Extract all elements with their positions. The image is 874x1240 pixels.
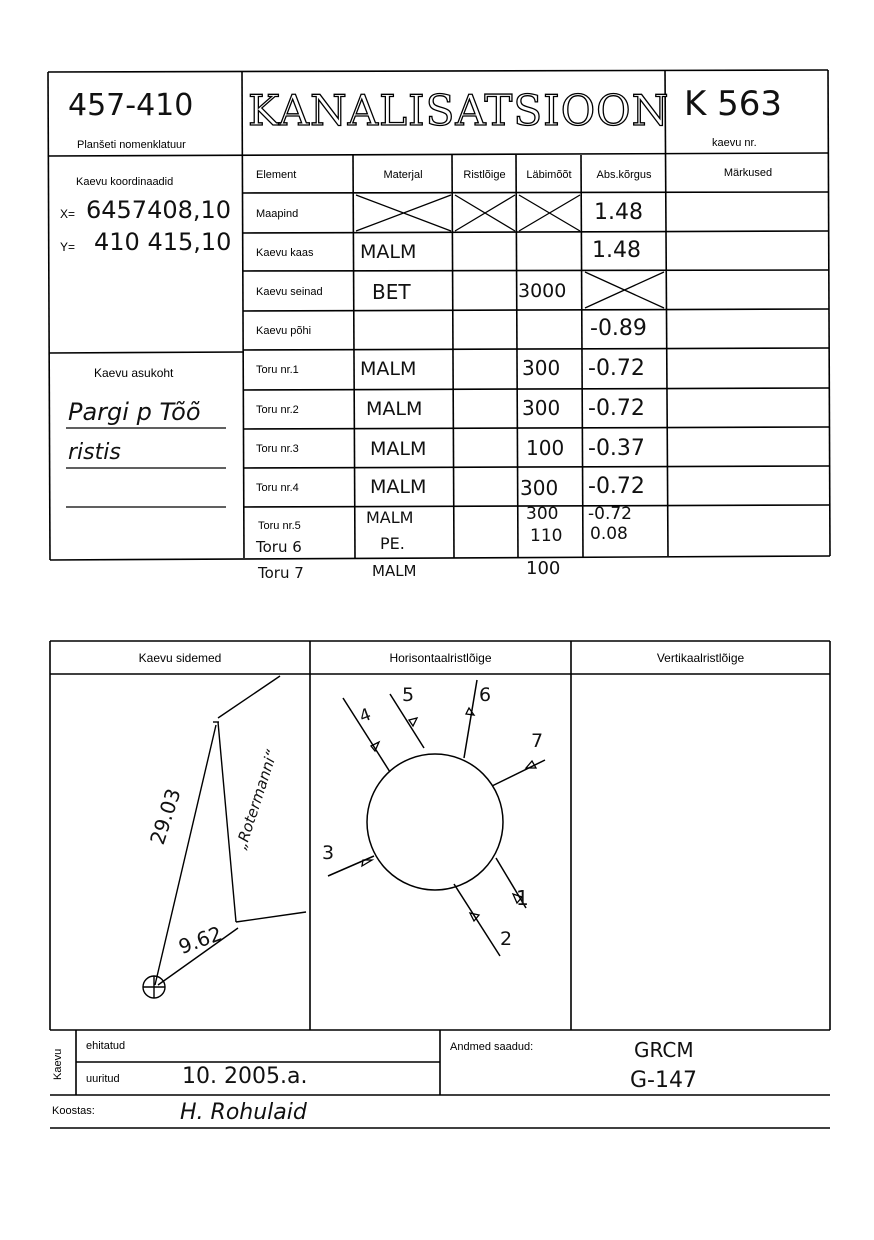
row-element: Toru nr.1 — [256, 363, 299, 376]
coord-y-prefix: Y= — [60, 240, 76, 254]
abs-height-value: 1.48 — [594, 200, 643, 225]
coords-label: Kaevu koordinaadid — [76, 176, 174, 188]
pipe-number-label: 3 — [322, 842, 335, 864]
distance-label: 9.62 — [175, 921, 226, 959]
distance-label: 29.03 — [145, 785, 186, 848]
row-element: Toru nr.5 — [258, 520, 301, 532]
coord-x-value: 6457408,10 — [86, 196, 232, 224]
pipe-number-label: 4 — [356, 704, 374, 728]
pipe-number-label: 1 — [516, 886, 529, 910]
page-title: KANALISATSIOON — [248, 86, 670, 135]
built-label: ehitatud — [86, 1040, 126, 1052]
material-value: MALM — [372, 562, 417, 580]
material-value: MALM — [370, 476, 427, 498]
header-diameter: Läbimõõt — [526, 168, 572, 181]
section-horizontal-label: Horisontaalristlõige — [389, 651, 492, 665]
well-side-label: Kaevu — [52, 1048, 64, 1080]
abs-height-value: 1.48 — [592, 238, 641, 263]
material-value: MALM — [360, 358, 417, 380]
row-element-handwritten: Toru 7 — [258, 564, 304, 582]
material-value: BET — [372, 280, 411, 304]
pipe-number-label: 2 — [500, 928, 513, 950]
well-number-value: K 563 — [684, 84, 782, 124]
material-value: MALM — [370, 438, 427, 460]
row-element: Maapind — [256, 207, 299, 220]
pipe-number-label: 5 — [402, 684, 415, 706]
row-element: Toru nr.4 — [256, 481, 299, 494]
abs-height-value: -0.89 — [590, 316, 647, 341]
row-element: Toru nr.2 — [256, 403, 299, 416]
abs-height-value: -0.72 — [588, 396, 645, 421]
source-label: Andmed saadud: — [450, 1041, 534, 1053]
street-name-label: „Rotermanni“ — [232, 747, 282, 852]
abs-height-value: -0.72 — [588, 474, 645, 499]
abs-height-value: -0.37 — [588, 436, 645, 461]
header-material: Materjal — [383, 168, 423, 181]
source-value: G-147 — [630, 1068, 697, 1093]
section-links-label: Kaevu sidemed — [138, 651, 222, 665]
well-number-label: kaevu nr. — [712, 137, 757, 149]
diameter-value: 100 — [526, 558, 561, 579]
author-value: H. Rohulaid — [180, 1100, 307, 1125]
measured-value: 10. 2005.a. — [182, 1064, 308, 1089]
diameter-value: 300 — [520, 476, 559, 500]
row-element: Toru nr.3 — [256, 442, 299, 455]
diameter-value: 300 — [522, 356, 561, 380]
diameter-value: 3000 — [518, 280, 567, 302]
coord-y-value: 410 415,10 — [94, 228, 232, 256]
header-abs-height: Abs.kõrgus — [596, 168, 652, 181]
pipe-number-label: 7 — [531, 730, 544, 752]
nomenclature-label: Planšeti nomenklatuur — [77, 139, 186, 151]
header-element: Element — [256, 168, 297, 181]
abs-height-value: -0.72 — [588, 356, 645, 381]
diameter-value: 110 — [530, 526, 563, 546]
section-vertical-label: Vertikaalristlõige — [656, 651, 745, 665]
row-element-handwritten: Toru 6 — [256, 538, 302, 556]
material-value: MALM — [360, 241, 417, 263]
nomenclature-value: 457-410 — [68, 88, 194, 123]
header-notes: Märkused — [723, 166, 773, 179]
abs-height-value: 0.08 — [590, 524, 628, 544]
diameter-value: 300 — [522, 396, 561, 420]
author-label: Koostas: — [52, 1105, 95, 1117]
material-value: MALM — [366, 398, 423, 420]
diameter-value: 300 — [526, 504, 559, 524]
diameter-value: 100 — [526, 436, 565, 460]
measured-label: uuritud — [86, 1073, 120, 1085]
abs-height-value: -0.72 — [588, 504, 632, 524]
location-label: Kaevu asukoht — [94, 366, 174, 380]
header-cross-section: Ristlõige — [463, 168, 506, 181]
row-element: Kaevu kaas — [256, 246, 314, 259]
coord-x-prefix: X= — [60, 207, 76, 221]
row-element: Kaevu põhi — [256, 324, 312, 337]
pipe-number-label: 6 — [479, 684, 492, 706]
row-element: Kaevu seinad — [256, 285, 323, 298]
location-line-1: Pargi p Tõõ — [68, 398, 201, 426]
location-line-2: ristis — [68, 440, 121, 465]
material-value: MALM — [366, 508, 414, 527]
material-value: PE. — [380, 534, 405, 553]
source-value: GRCM — [634, 1038, 694, 1062]
